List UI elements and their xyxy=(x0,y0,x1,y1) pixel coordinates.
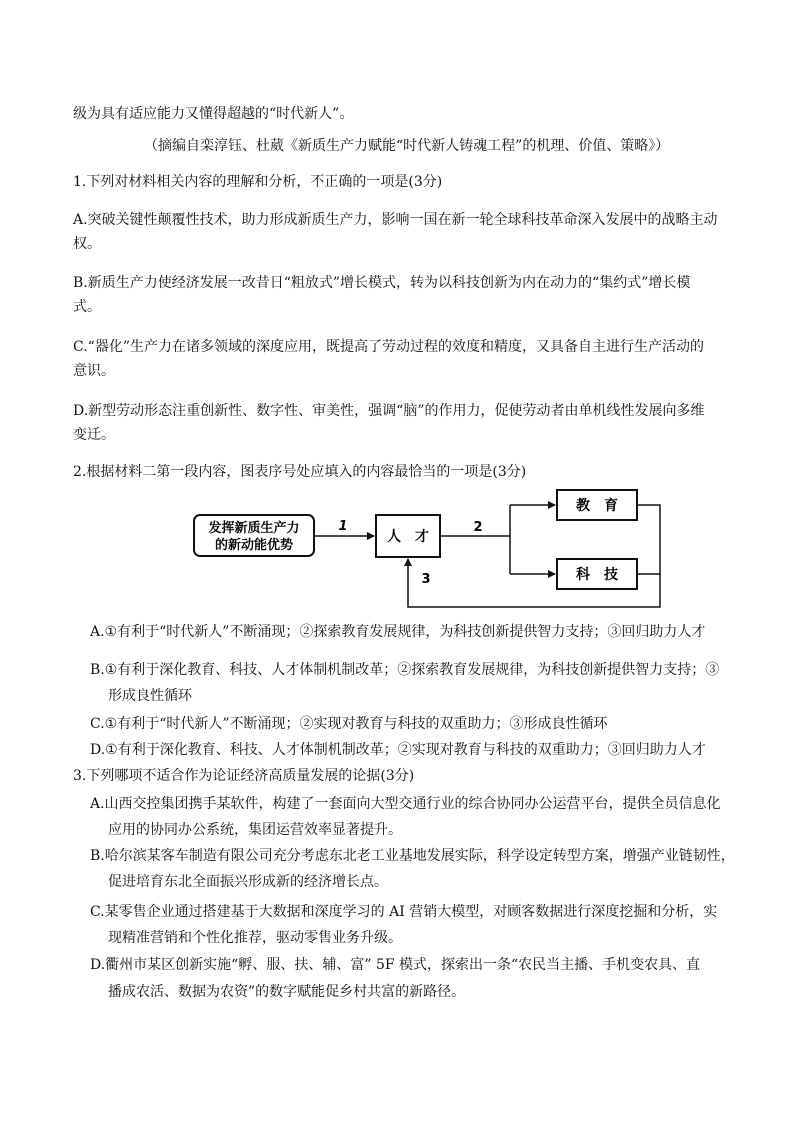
q2-option-b-line2: 形成良性循环 xyxy=(108,688,192,704)
q1-option-c-line2: 意识。 xyxy=(73,363,115,379)
q1-option-d-line1: D.新型劳动形态注重创新性、数字性、审美性，强调“脑”的作用力，促使劳动者由单机线性发展向多维 xyxy=(73,403,705,419)
q2-option-c: C.①有利于“时代新人”不断涌现；②实现对教育与科技的双重助力；③形成良性循环 xyxy=(90,716,608,732)
label-1: 1 xyxy=(338,519,348,534)
q2-stem: 2.根据材料二第一段内容，图表序号处应填入的内容最恰当的一项是(3分) xyxy=(73,464,527,480)
q1-option-b-line2: 式。 xyxy=(73,299,101,315)
education-text: 教 育 xyxy=(576,498,618,514)
q3-option-d-line2: 播成农活、数据为农资”的数字赋能促乡村共富的新路径。 xyxy=(108,984,466,1000)
q1-option-d-line2: 变迁。 xyxy=(73,427,115,443)
tech-text: 科 技 xyxy=(576,567,618,583)
q3-option-b-line1: B.哈尔滨某客车制造有限公司充分考虑东北老工业基地发展实际，科学设定转型方案，增强产业链韧性， xyxy=(90,848,735,864)
label-3: 3 xyxy=(421,572,431,587)
q2-option-d: D.①有利于深化教育、科技、人才体制机制改革；②实现对教育与科技的双重助力；③回归助力人才 xyxy=(90,742,706,758)
q3-option-d-line1: D.衢州市某区创新实施“孵、服、扶、辅、富” 5F 模式，探索出一条“农民当主播、手机变农具、直 xyxy=(90,957,701,973)
intro-tail-text: 级为具有适应能力又懂得超越的“时代新人”。 xyxy=(73,106,354,122)
q1-stem: 1.下列对材料相关内容的理解和分析，不正确的一项是(3分) xyxy=(73,174,443,190)
q1-option-a-line1: A.突破关键性颠覆性技术，助力形成新质生产力，影响一国在新一轮全球科技革命深入发展中的战略主动 xyxy=(73,212,718,228)
q3-option-a-line2: 应用的协同办公系统，集团运营效率显著提升。 xyxy=(108,822,402,838)
label-2: 2 xyxy=(473,520,483,535)
q1-option-c-line1: C.“器化”生产力在诸多领域的深度应用，既提高了劳动过程的效度和精度，又具备自主进行生产活动的 xyxy=(73,339,704,355)
q1-option-a-line2: 权。 xyxy=(73,236,101,252)
q1-option-b-line1: B.新质生产力使经济发展一改昔日“粗放式”增长模式，转为以科技创新为内在动力的“集约式”增长模 xyxy=(73,275,691,291)
arrow-3-feedback xyxy=(637,505,660,574)
source-text-line2: 的新动能优势 xyxy=(214,538,294,553)
q2-option-b-line1: B.①有利于深化教育、科技、人才体制机制改革；②探索教育发展规律，为科技创新提供智力支持；③ xyxy=(90,662,720,678)
q3-option-c-line1: C.某零售企业通过搭建基于大数据和深度学习的 AI 营销大模型，对顾客数据进行深度挖掘和分析，实 xyxy=(90,904,718,920)
source-text-line1: 发挥新质生产力 xyxy=(208,521,300,536)
q3-option-a-line1: A.山西交控集团携手某软件，构建了一套面向大型交通行业的综合协同办公运营平台，提供全员信息化 xyxy=(90,796,721,812)
q2-option-a: A.①有利于“时代新人”不断涌现；②探索教育发展规律，为科技创新提供智力支持；③回归助力人才 xyxy=(90,624,706,640)
citation-text: （摘编自栾淳钰、杜葳《新质生产力赋能“时代新人铸魂工程”的机理、价值、策略》） xyxy=(144,138,670,154)
q3-option-b-line2: 促进培育东北全面振兴形成新的经济增长点。 xyxy=(108,874,388,890)
talent-text: 人 才 xyxy=(387,529,429,545)
q3-stem: 3.下列哪项不适合作为论证经济高质量发展的论据(3分) xyxy=(73,768,415,784)
q3-option-c-line2: 现精准营销和个性化推荐，驱动零售业务升级。 xyxy=(108,930,402,946)
flow-diagram xyxy=(180,482,670,614)
